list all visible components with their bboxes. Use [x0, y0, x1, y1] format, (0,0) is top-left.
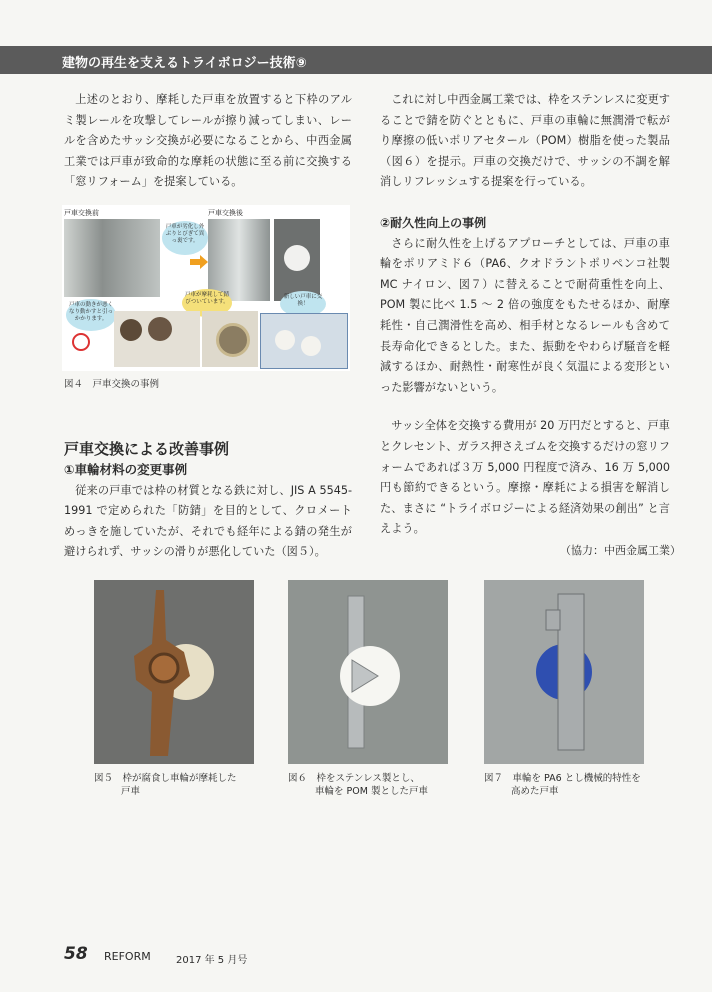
figure-7-caption-line2: 高めた戸車	[511, 786, 559, 797]
page-number: 58	[64, 944, 88, 964]
figure-6-caption-line2: 車輪を POM 製とした戸車	[315, 786, 428, 797]
figure-6-caption	[288, 772, 428, 798]
issue-date: 2017 年 5 月号	[176, 955, 248, 966]
subhead-durability: ②耐久性向上の事例	[380, 215, 487, 230]
credit-line: （協力：中西金属工業）	[560, 544, 681, 557]
figure-7-caption	[484, 772, 641, 798]
figure-7-photo	[484, 580, 644, 764]
pa6-roller-illustration	[484, 580, 644, 764]
fig4-bubble-2: 戸車の動きが悪くなり動かすと引っかかります。	[66, 299, 116, 331]
section-title: 戸車交換による改善事例	[64, 440, 230, 458]
right-paragraph-3: サッシ全体を交換する費用が 20 万円だとすると、戸車とクレセント、ガラス押さえゴムを交換するだけの窓リフォームであれば３万 5,000 円程度で済み、16 万 5,000 円も節約できるという。摩擦・摩耗による損害を解消した、まさに “トライボロジーによる経済効果の創出” と言えよう。	[380, 419, 670, 536]
rusted-roller-illustration	[94, 580, 254, 764]
arrow-right-icon	[190, 255, 208, 269]
left-paragraph-1: 従来の戸車では枠の材質となる鉄に対し、JIS A 5545-1991 で定められた「防錆」を目的として、クロメートめっきを施していたが、それでも経年による錆の発生が避けられず、サッシの滑りが悪化していた（図５）。	[64, 483, 352, 559]
figure-6-photo	[288, 580, 448, 764]
fig4-label-after: 戸車交換後	[208, 209, 243, 217]
figure-5-caption	[94, 772, 237, 798]
fig4-photo-after-2	[274, 219, 320, 301]
right-column	[380, 90, 670, 540]
figure-7-caption-line1: 図７ 車輪を PA6 とし機械的特性を	[484, 773, 641, 784]
article-header-title: 建物の再生を支えるトライボロジー技術⑨	[62, 56, 307, 71]
figure-5-caption-line1: 図５ 枠が腐食し車輪が摩耗した	[94, 773, 237, 784]
article-header-bar	[0, 46, 712, 74]
intro-paragraph: 上述のとおり、摩耗した戸車を放置すると下枠のアルミ製レールを攻撃してレールが擦り減ってしまい、レールを含めたサッシ交換が必要になることから、中西金属工業では戸車が致命的な摩耗の状態に至る前に交換する「窓リフォーム」を提案している。	[64, 93, 352, 189]
fig4-bubble-1: 戸車が劣化し外ぶりとびぎて異っ裏です。	[162, 221, 208, 255]
figure-4-caption: 図４ 戸車交換の事例	[64, 379, 160, 390]
right-paragraph-1: これに対し中西金属工業では、枠をステンレスに変更することで錆を防ぐとともに、戸車の車輪に無潤滑で転がり摩擦の低いポリアセタール（POM）樹脂を使った製品（図６）を提示。戸車の交換だけで、サッシの不調を解消しリフレッシュする提案を行っている。	[380, 93, 670, 189]
magazine-name: REFORM	[104, 950, 151, 963]
figure-5-photo	[94, 580, 254, 764]
fig4-bubble-4: 新しい戸車に交換！	[280, 291, 326, 317]
right-paragraph-2: さらに耐久性を上げるアプローチとしては、戸車の車輪をポリアミド６（PA6、クオドラントポリペンコ社製 MC ナイロン、図７）に替えることで耐荷重性を向上、POM 製に比べ 1.5 ～ 2 倍の強度をもたせるほか、耐摩耗性・自己潤滑性を高め、相手材となるレールも含めて長寿命化できるとした。また、振動をやわらげ騒音を軽減するほか、耐熱性・耐寒性が良く気温による変形といった影響がないという。	[380, 236, 670, 394]
fig4-photo-parts-new	[260, 313, 348, 369]
fig4-bubble-3: 戸車が摩耗して錆びついています。	[182, 289, 232, 317]
fig4-photo-parts-worn	[202, 311, 258, 367]
figure-5-caption-line2: 戸車	[121, 786, 141, 797]
figure-6-caption-line1: 図６ 枠をステンレス製とし、	[288, 773, 420, 784]
fig4-red-circle-marker	[72, 333, 90, 351]
figure-4	[62, 205, 350, 371]
fig4-photo-before	[64, 219, 160, 297]
left-body	[64, 460, 352, 563]
fig4-label-before: 戸車交換前	[64, 209, 99, 217]
fig4-photo-parts-rusted	[114, 311, 200, 367]
stainless-roller-illustration	[288, 580, 448, 764]
subhead-material-change: ①車輪材料の変更事例	[64, 462, 188, 477]
fig4-photo-after-1	[208, 219, 270, 301]
left-intro	[64, 90, 352, 193]
